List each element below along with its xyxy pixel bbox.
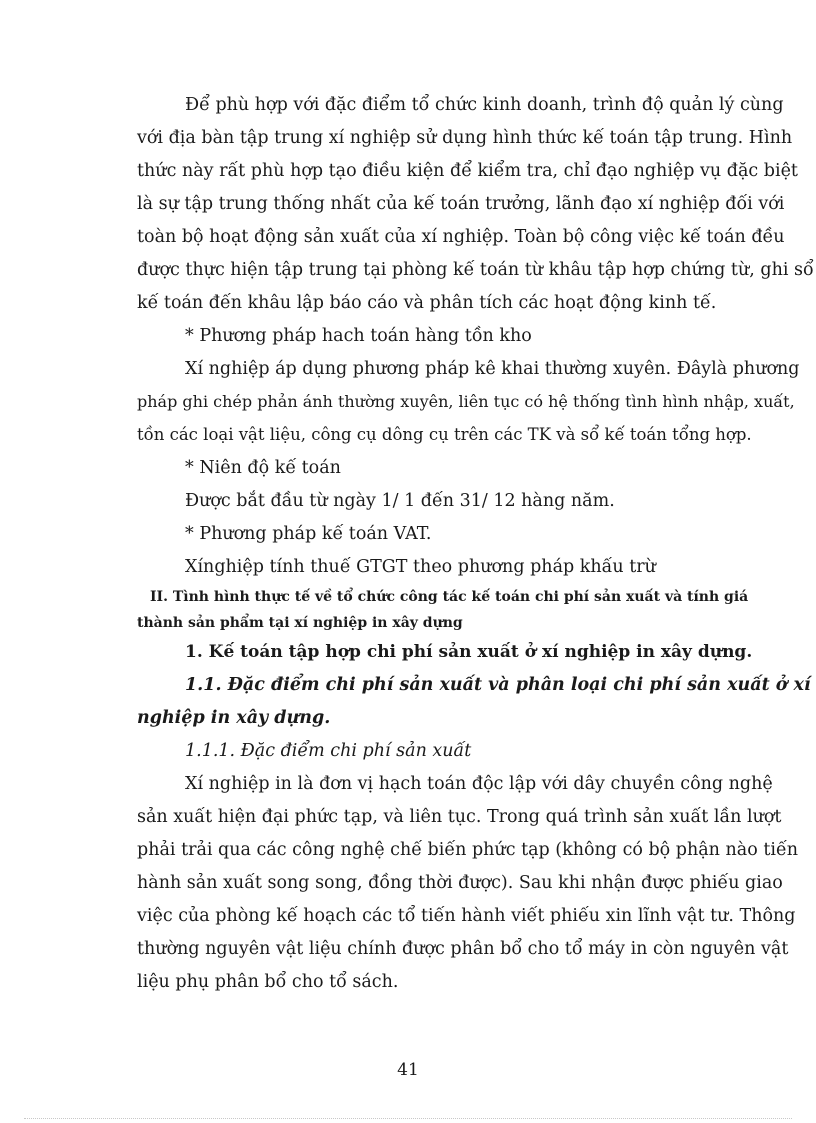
paragraph-1-line: Để phù hợp với đặc điểm tổ chức kinh doanh, trình độ quản lý cùng: [185, 95, 784, 115]
paragraph-3-line: liệu phụ phân bổ cho tổ sách.: [137, 972, 399, 992]
paragraph-1-line: với địa bàn tập trung xí nghiệp sử dụng hình thức kế toán tập trung. Hình: [137, 128, 793, 148]
heading-vat-method: * Phương pháp kế toán VAT.: [185, 524, 432, 544]
page-bottom-divider: [24, 1118, 792, 1119]
paragraph-3-line: hành sản xuất song song, đồng thời được). Sau khi nhận được phiếu giao: [137, 873, 783, 893]
page-number: 41: [397, 1060, 419, 1080]
paragraph-3-line: việc của phòng kế hoạch các tổ tiến hành viết phiếu xin lĩnh vật tư. Thông: [137, 906, 796, 926]
paragraph-3-line: Xí nghiệp in là đơn vị hạch toán độc lập với dây chuyền công nghệ: [185, 774, 773, 794]
paragraph-2-line: pháp ghi chép phản ánh thường xuyên, liên tục có hệ thống tình hình nhập, xuất,: [137, 392, 795, 411]
paragraph-1-line: kế toán đến khâu lập báo cáo và phân tích các hoạt động kinh tế.: [137, 293, 717, 313]
paragraph-1-line: toàn bộ hoạt động sản xuất của xí nghiệp. Toàn bộ công việc kế toán đều: [137, 227, 785, 247]
paragraph-3-line: thường nguyên vật liệu chính được phân bổ cho tổ máy in còn nguyên vật: [137, 939, 789, 959]
paragraph-1-line: thức này rất phù hợp tạo điều kiện để kiểm tra, chỉ đạo nghiệp vụ đặc biệt: [137, 161, 798, 181]
vat-text: Xínghiệp tính thuế GTGT theo phương pháp khấu trừ: [185, 557, 656, 577]
heading-inventory-method: * Phương pháp hach toán hàng tồn kho: [185, 326, 532, 346]
heading-1-1-line: 1.1. Đặc điểm chi phí sản xuất và phân loại chi phí sản xuất ở xí: [185, 675, 811, 695]
heading-1: 1. Kế toán tập hợp chi phí sản xuất ở xí nghiệp in xây dựng.: [185, 642, 753, 662]
section-2-heading-line: II. Tình hình thực tế về tổ chức công tác kế toán chi phí sản xuất và tính giá: [150, 589, 749, 605]
section-2-heading-line: thành sản phẩm tại xí nghiệp in xây dựng: [137, 615, 463, 631]
heading-1-1-line: nghiệp in xây dựng.: [137, 708, 331, 728]
paragraph-2-line: Xí nghiệp áp dụng phương pháp kê khai thường xuyên. Đâylà phương: [185, 359, 800, 379]
paragraph-1-line: được thực hiện tập trung tại phòng kế toán từ khâu tập hợp chứng từ, ghi sổ: [137, 260, 814, 280]
paragraph-3-line: phải trải qua các công nghệ chế biến phức tạp (không có bộ phận nào tiến: [137, 840, 798, 860]
paragraph-3-line: sản xuất hiện đại phức tạp, và liên tục. Trong quá trình sản xuất lần lượt: [137, 807, 782, 827]
paragraph-1-line: là sự tập trung thống nhất của kế toán trưởng, lãnh đạo xí nghiệp đối với: [137, 194, 785, 214]
heading-1-1-1: 1.1.1. Đặc điểm chi phí sản xuất: [185, 741, 472, 761]
fiscal-year-text: Được bắt đầu từ ngày 1/ 1 đến 31/ 12 hàng năm.: [185, 491, 615, 511]
heading-fiscal-year: * Niên độ kế toán: [185, 458, 341, 478]
paragraph-2-line: tồn các loại vật liệu, công cụ dông cụ trên các TK và sổ kế toán tổng hợp.: [137, 425, 752, 444]
